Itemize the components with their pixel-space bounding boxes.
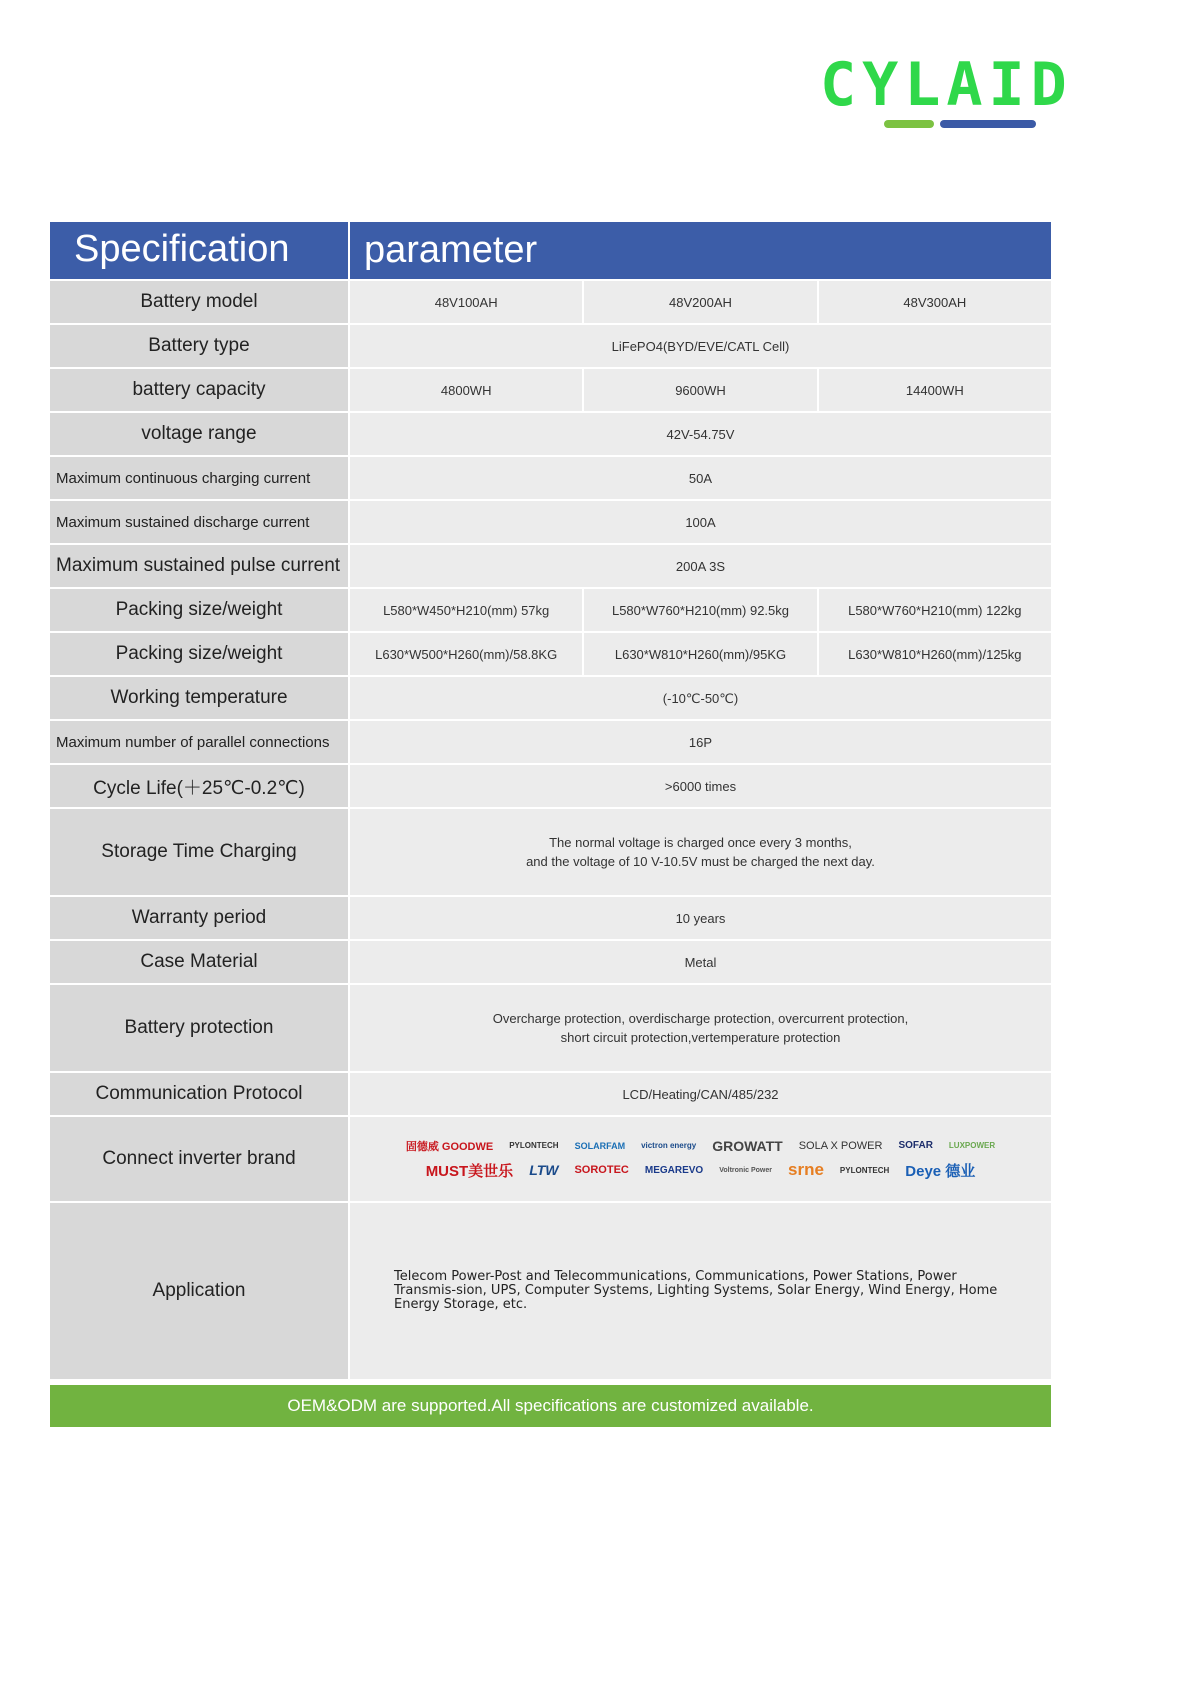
label-battery-capacity: battery capacity (50, 369, 350, 411)
label-packing-2: Packing size/weight (50, 633, 350, 675)
value-capacity-2: 9600WH (582, 369, 816, 411)
luxpower-logo: LUXPOWER (948, 1141, 996, 1150)
value-working-temperature: (-10℃-50℃) (662, 690, 739, 706)
label-storage-charging: Storage Time Charging (50, 809, 350, 895)
value-max-parallel: 16P (688, 734, 713, 750)
solax-logo: SOLA X POWER (798, 1139, 883, 1152)
footer-banner: OEM&ODM are supported.All specifications are customized available. (50, 1385, 1051, 1427)
pylontech-logo: PYLONTECH (509, 1141, 559, 1150)
value-capacity-1: 4800WH (440, 382, 492, 398)
label-battery-model: Battery model (50, 281, 350, 323)
header-specification: Specification (50, 222, 350, 279)
logo-text: CYLAID (820, 50, 1073, 120)
value-48v300ah: 48V300AH (817, 281, 1051, 323)
value-packing-1c: L580*W760*H210(mm) 122kg (817, 589, 1051, 631)
value-cycle-life: >6000 times (664, 778, 737, 794)
row-battery-model (50, 279, 1051, 323)
solarfam-logo: SOLARFAM (574, 1140, 626, 1151)
row-battery-capacity (50, 367, 1051, 411)
label-communication: Communication Protocol (50, 1073, 350, 1115)
label-max-discharge: Maximum sustained discharge current (50, 501, 350, 543)
value-application: Telecom Power-Post and Telecommunications, Communications, Power Stations, Power Transmis-sion, UPS, Computer Systems, Lighting Systems, Solar Energy, Wind Energy, Home Energy Storage, etc. (394, 1269, 998, 1312)
value-packing-2c: L630*W810*H260(mm)/125kg (817, 633, 1051, 675)
label-voltage-range: voltage range (50, 413, 350, 455)
value-max-pulse: 200A 3S (675, 558, 726, 574)
row-storage-charging (50, 807, 1051, 895)
table-header (50, 222, 1051, 279)
protection-line-1: Overcharge protection, overdischarge protection, overcurrent protection, (492, 1011, 909, 1026)
goodwe-logo: 固德威 GOODWE (405, 1140, 494, 1153)
ltw-logo: LTW (529, 1162, 559, 1178)
row-max-charging (50, 455, 1051, 499)
logo-green-bar (884, 120, 934, 128)
label-case-material: Case Material (50, 941, 350, 983)
deye-logo: Deye 德业 (905, 1162, 976, 1180)
value-48v200ah: 48V200AH (582, 281, 816, 323)
value-max-discharge: 100A (685, 514, 716, 530)
row-inverter-brand (50, 1115, 1051, 1201)
row-packing-1 (50, 587, 1051, 631)
row-max-discharge (50, 499, 1051, 543)
row-case-material (50, 939, 1051, 983)
row-packing-2 (50, 631, 1051, 675)
row-max-pulse (50, 543, 1051, 587)
value-battery-type: LiFePO4(BYD/EVE/CATL Cell) (611, 338, 790, 354)
row-battery-type (50, 323, 1051, 367)
value-48v100ah: 48V100AH (434, 294, 498, 310)
row-warranty (50, 895, 1051, 939)
logo-blue-bar (940, 120, 1036, 128)
value-packing-2a: L630*W500*H260(mm)/58.8KG (375, 646, 558, 662)
storage-line-1: The normal voltage is charged once every 3 months, (549, 835, 852, 850)
label-inverter-brand: Connect inverter brand (50, 1117, 350, 1201)
value-storage-charging (350, 809, 1051, 895)
growatt-logo: GROWATT (712, 1137, 783, 1154)
label-packing-1: Packing size/weight (50, 589, 350, 631)
value-packing-2b: L630*W810*H260(mm)/95KG (582, 633, 816, 675)
value-battery-protection (350, 985, 1051, 1071)
label-battery-protection: Battery protection (50, 985, 350, 1071)
row-battery-protection (50, 983, 1051, 1071)
srne-logo: srne (788, 1160, 824, 1179)
value-packing-1a: L580*W450*H210(mm) 57kg (383, 602, 550, 618)
values-battery-model (350, 281, 1051, 323)
row-voltage-range (50, 411, 1051, 455)
row-communication (50, 1071, 1051, 1115)
value-application-wrap (350, 1203, 1051, 1379)
label-battery-type: Battery type (50, 325, 350, 367)
brand-logo (820, 50, 1090, 136)
sorotec-logo: SOROTEC (574, 1164, 629, 1176)
label-max-pulse: Maximum sustained pulse current (50, 545, 350, 587)
value-warranty: 10 years (675, 910, 726, 926)
brand-logo-row-2 (426, 1160, 976, 1181)
storage-line-2: and the voltage of 10 V-10.5V must be charged the next day. (526, 854, 875, 869)
specification-table (50, 222, 1051, 1379)
label-working-temperature: Working temperature (50, 677, 350, 719)
pylontech-logo-2: PYLONTECH (839, 1165, 890, 1175)
victron-logo: victron energy (641, 1141, 697, 1150)
voltronic-logo: Voltronic Power (719, 1166, 772, 1174)
sofar-logo: SOFAR (898, 1140, 933, 1151)
header-parameter: parameter (364, 229, 538, 271)
row-working-temperature (50, 675, 1051, 719)
protection-line-2: short circuit protection,vertemperature protection (560, 1030, 841, 1045)
must-logo: MUST美世乐 (425, 1162, 514, 1180)
row-max-parallel (50, 719, 1051, 763)
value-max-charging: 50A (688, 470, 713, 486)
label-max-charging: Maximum continuous charging current (50, 457, 350, 499)
label-warranty: Warranty period (50, 897, 350, 939)
value-capacity-3: 14400WH (817, 369, 1051, 411)
value-packing-1b: L580*W760*H210(mm) 92.5kg (582, 589, 816, 631)
brand-logo-row-1 (406, 1138, 995, 1154)
row-cycle-life (50, 763, 1051, 807)
row-application (50, 1201, 1051, 1379)
label-application: Application (50, 1203, 350, 1379)
label-cycle-life: Cycle Life(＋25℃-0.2℃) (50, 765, 350, 807)
inverter-brand-logos (350, 1117, 1051, 1201)
label-max-parallel: Maximum number of parallel connections (50, 721, 350, 763)
value-communication: LCD/Heating/CAN/485/232 (622, 1086, 779, 1102)
megarevo-logo: MEGAREVO (644, 1164, 704, 1176)
value-voltage-range: 42V-54.75V (666, 426, 735, 442)
value-case-material: Metal (684, 954, 717, 970)
